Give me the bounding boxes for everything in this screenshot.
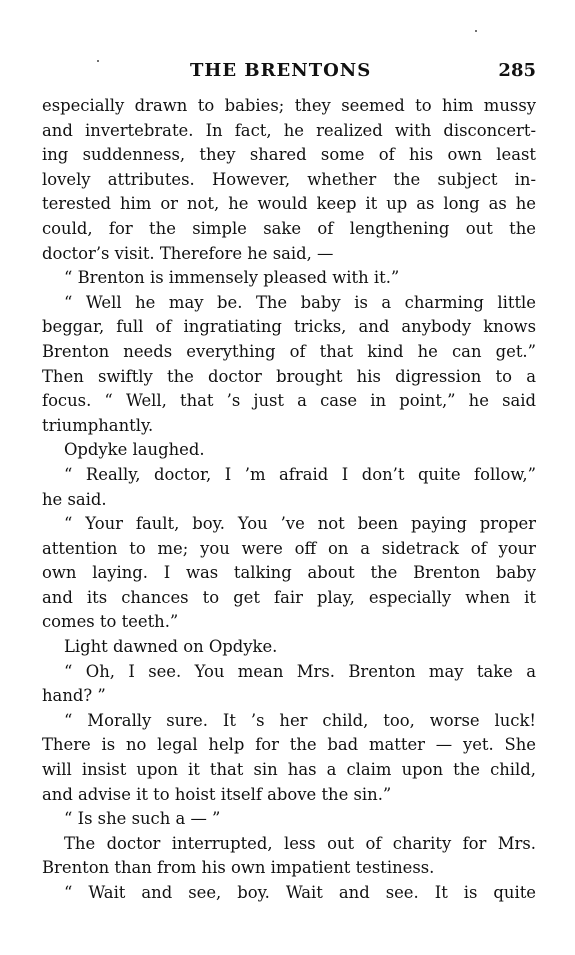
text-line: focus. “ Well, that ’s just a case in point,” he said	[42, 391, 536, 411]
text-line: Light dawned on Opdyke.	[64, 637, 278, 657]
text-line: beggar, full of ingratiating tricks, and anybody knows	[42, 317, 536, 337]
text-line: and invertebrate. In fact, he realized with disconcert-	[42, 120, 536, 140]
running-title: THE BRENTONS	[190, 60, 372, 81]
page-number: 285	[498, 60, 536, 81]
text-line: he said.	[42, 489, 107, 509]
text-line: comes to teeth.”	[42, 612, 179, 632]
text-line: could, for the simple sake of lengthening out the	[42, 218, 536, 238]
print-speck	[475, 30, 477, 32]
text-line: There is no legal help for the bad matter — yet. She	[42, 735, 536, 755]
text-line: especially drawn to babies; they seemed to him mussy	[42, 96, 536, 115]
text-line: Then swiftly the doctor brought his digression to a	[42, 366, 536, 386]
text-line: “ Oh, I see. You mean Mrs. Brenton may take a	[64, 661, 536, 681]
text-line: will insist upon it that sin has a claim upon the child,	[42, 760, 536, 780]
text-line: “ Is she such a — ”	[64, 809, 221, 829]
text-line: Brenton needs everything of that kind he can get.”	[42, 341, 536, 361]
text-line: “ Your fault, boy. You ’ve not been paying proper	[64, 514, 536, 534]
text-line: The doctor interrupted, less out of charity for Mrs.	[64, 833, 536, 853]
text-line: and its chances to get fair play, especially when it	[42, 587, 536, 607]
text-line: “ Wait and see, boy. Wait and see. It is quite	[64, 883, 536, 902]
text-line: doctor’s visit. Therefore he said, —	[42, 243, 334, 263]
text-line: hand? ”	[42, 686, 106, 706]
text-line: own laying. I was talking about the Brenton baby	[42, 563, 536, 583]
text-line: “ Really, doctor, I ’m afraid I don’t quite follow,”	[64, 464, 536, 484]
text-line: “ Morally sure. It ’s her child, too, worse luck!	[64, 710, 536, 730]
body-text	[42, 94, 536, 906]
text-line: Brenton than from his own impatient testiness.	[42, 858, 435, 878]
text-line: attention to me; you were off on a sidetrack of your	[42, 538, 536, 558]
text-line: terested him or not, he would keep it up as long as he	[42, 194, 536, 214]
text-line: lovely attributes. However, whether the subject in-	[42, 169, 536, 189]
text-line: Opdyke laughed.	[64, 440, 205, 460]
text-line: ing suddenness, they shared some of his own least	[42, 145, 536, 165]
text-line: “ Well he may be. The baby is a charming little	[64, 292, 536, 312]
page-header	[42, 60, 536, 84]
text-line: and advise it to hoist itself above the sin.”	[42, 784, 392, 804]
text-line: “ Brenton is immensely pleased with it.”	[64, 268, 400, 288]
text-line: triumphantly.	[42, 415, 154, 435]
